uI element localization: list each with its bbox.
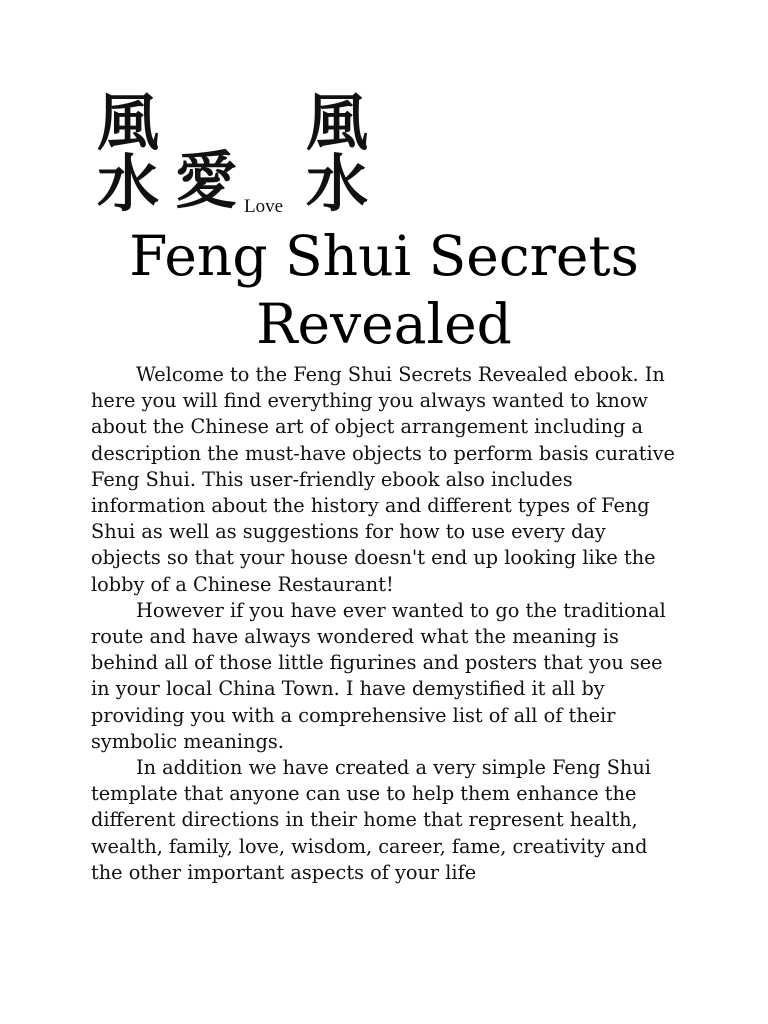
paragraph-template: In addition we have created a very simple Feng Shui template that anyone can use to help them enhance the different directions in their home that represent health, wealth, family, love, wisdom, career, fame, creativity and the other important aspects of your life xyxy=(91,756,651,884)
feng-character-left: 風 xyxy=(97,86,160,159)
ai-love-character: 愛 xyxy=(175,144,238,217)
paragraph-welcome: Welcome to the Feng Shui Secrets Revealed ebook. In here you will find everything you always wanted to know about the Chinese art of object arrangement including a description the must-have objects to perform basis curative Feng Shui. This user-friendly ebook also includes information about the history and different types of Feng Shui as well as suggestions for how to use every day objects so that your house doesn't end up looking like the lobby of a Chinese Restaurant! xyxy=(91,363,675,596)
shui-character-right: 水 xyxy=(306,147,369,220)
paragraph-traditional-route: However if you have ever wanted to go the traditional route and have always wondered what the meaning is behind all of those little figurines and posters that you see in your local China Town. I have demystified it all by providing you with a comprehensive list of all of their symbolic meanings. xyxy=(91,598,666,753)
document-body xyxy=(91,362,681,886)
love-label: Love xyxy=(244,196,284,217)
feng-character-right: 風 xyxy=(306,86,369,159)
shui-character-left: 水 xyxy=(97,147,160,220)
document-title: Feng Shui Secrets Revealed xyxy=(129,224,639,356)
